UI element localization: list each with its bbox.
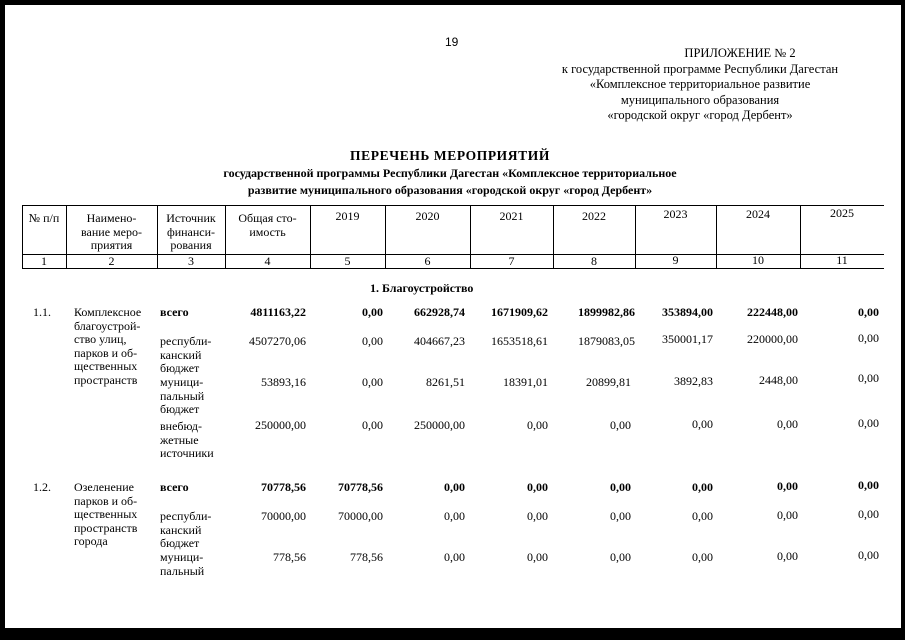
source-label	[160, 335, 226, 376]
value-total: 4811163,22	[250, 305, 306, 319]
value-2022: 0,00	[610, 550, 631, 564]
value-2024: 0,00	[777, 479, 798, 493]
value-2024: 0,00	[777, 508, 798, 522]
header-source	[157, 212, 225, 253]
value-2021: 1671909,62	[491, 305, 548, 319]
value-total: 53893,16	[261, 375, 306, 389]
source-label-line: жетные	[160, 432, 199, 447]
source-label-line: пальный	[160, 388, 205, 403]
header-total-line: Общая сто-	[238, 211, 297, 225]
source-label-line: канский	[160, 347, 202, 362]
source-label: всего	[160, 305, 189, 319]
value-2021: 1653518,61	[491, 334, 548, 348]
value-2019: 778,56	[350, 550, 383, 564]
value-2025: 0,00	[858, 331, 879, 345]
header-year: 2019	[335, 209, 360, 223]
value-2025: 0,00	[858, 371, 879, 385]
value-2022: 20899,81	[586, 375, 631, 389]
value-2023: 3892,83	[674, 374, 713, 388]
header-source-line: рования	[170, 238, 212, 252]
value-2019: 0,00	[362, 375, 383, 389]
source-label-line: муници-	[160, 550, 204, 564]
source-label-line: внебюд-	[160, 419, 202, 433]
col-number: 11	[836, 253, 848, 267]
header-year: 2021	[499, 209, 524, 223]
scan-border-top	[0, 0, 905, 5]
value-2021: 0,00	[527, 418, 548, 432]
appendix-line: «Комплексное территориальное развитие	[589, 77, 811, 91]
value-2021: 18391,01	[503, 375, 548, 389]
scan-border-right	[901, 0, 905, 640]
value-2021: 0,00	[527, 550, 548, 564]
appendix-line: муниципального образования	[620, 92, 780, 107]
col-number: 3	[188, 254, 194, 268]
value-2019: 0,00	[362, 305, 383, 319]
value-2022: 0,00	[610, 418, 631, 432]
value-2024: 0,00	[777, 549, 798, 563]
value-total: 4507270,06	[249, 334, 306, 348]
col-number: 6	[424, 254, 431, 268]
appendix-line: ПРИЛОЖЕНИЕ № 2	[684, 46, 796, 60]
item-name-line: города	[74, 534, 108, 548]
value-2024: 222448,00	[747, 305, 798, 319]
col-number: 10	[752, 253, 764, 267]
item-number: 1.2.	[33, 480, 51, 494]
appendix-block	[540, 46, 860, 124]
source-label-line: бюджет	[160, 402, 200, 416]
value-total: 250000,00	[255, 418, 306, 432]
header-year: 2023	[663, 207, 688, 221]
item-name-line: щественных	[74, 359, 138, 373]
item-name	[74, 481, 158, 549]
value-2022: 0,00	[610, 509, 631, 523]
header-year: 2020	[415, 209, 440, 223]
item-name-line: парков и об-	[74, 345, 138, 360]
col-number: 8	[591, 254, 597, 268]
title-main: ПЕРЕЧЕНЬ МЕРОПРИЯТИЙ	[350, 148, 550, 163]
col-number: 5	[344, 254, 351, 268]
value-2022: 0,00	[610, 480, 631, 494]
item-name-line: пространств	[74, 372, 138, 387]
document-title	[150, 148, 750, 198]
header-source-line: Источник	[166, 211, 216, 225]
item-name-line: парков и об-	[74, 493, 138, 508]
value-2023: 0,00	[692, 417, 713, 431]
source-label-line: муници-	[160, 375, 204, 389]
header-source-line: финанси-	[166, 224, 216, 239]
source-label-line: канский	[160, 522, 202, 537]
value-2022: 1879083,05	[578, 334, 635, 348]
item-name-line: Комплексное	[74, 305, 142, 319]
col-number: 2	[108, 254, 115, 268]
source-label-line: бюджет	[160, 361, 200, 375]
value-2021: 0,00	[527, 509, 548, 523]
value-2020: 0,00	[444, 550, 465, 564]
scan-border-bottom	[0, 628, 905, 640]
scan-border-left	[0, 0, 5, 640]
value-2019: 70000,00	[338, 509, 383, 523]
section-heading: 1. Благоустройство	[370, 281, 474, 295]
header-total	[225, 212, 310, 239]
appendix-line: «городской округ «город Дербент»	[607, 108, 793, 122]
value-2020: 0,00	[444, 509, 465, 523]
header-year: 2025	[830, 206, 854, 220]
title-line: развитие муниципального образования «городской округ «город Дербент»	[247, 183, 653, 197]
header-name-line: приятия	[90, 238, 133, 252]
value-2020: 404667,23	[414, 334, 465, 348]
value-2020: 662928,74	[414, 305, 465, 319]
col-number: 1	[41, 254, 47, 268]
header-total-line: имость	[249, 224, 286, 239]
source-label-line: республи-	[160, 509, 212, 523]
page-number: 19	[445, 35, 459, 49]
value-total: 70000,00	[261, 509, 306, 523]
source-label	[160, 510, 226, 551]
item-name	[74, 306, 158, 387]
value-2025: 0,00	[858, 305, 879, 319]
value-2025: 0,00	[858, 478, 879, 492]
item-name-line: Озеленение	[74, 480, 134, 494]
col-number: 9	[672, 253, 679, 267]
item-number: 1.1.	[33, 305, 51, 319]
item-name-line: пространств	[74, 520, 138, 535]
col-number: 4	[264, 254, 271, 268]
source-label	[160, 420, 226, 461]
header-num: № п/п	[28, 211, 60, 225]
item-name-line: ство улиц,	[74, 332, 127, 346]
item-name-line: щественных	[74, 507, 138, 521]
value-2024: 0,00	[777, 417, 798, 431]
col-number: 7	[508, 254, 515, 268]
value-2019: 70778,56	[338, 480, 383, 494]
value-2022: 1899982,86	[578, 305, 635, 319]
item-name-line: благоустрой-	[74, 318, 141, 333]
value-2021: 0,00	[527, 480, 548, 494]
source-label	[160, 551, 226, 578]
source-label	[160, 376, 226, 417]
table-border-top	[22, 205, 884, 206]
appendix-line: к государственной программе Республики Дагестан	[561, 61, 839, 76]
value-2025: 0,00	[858, 548, 879, 562]
value-2019: 0,00	[362, 418, 383, 432]
source-label-line: бюджет	[160, 536, 200, 550]
value-2020: 250000,00	[414, 418, 465, 432]
source-label-line: пальный	[160, 563, 205, 578]
value-2023: 350001,17	[662, 332, 713, 346]
value-2023: 0,00	[692, 550, 713, 564]
header-name-line: Наимено-	[86, 211, 137, 225]
header-name	[66, 212, 157, 253]
header-year: 2024	[746, 207, 770, 221]
source-label: всего	[160, 480, 189, 494]
value-2024: 220000,00	[747, 332, 798, 346]
value-2024: 2448,00	[759, 373, 798, 387]
value-2025: 0,00	[858, 507, 879, 521]
value-total: 778,56	[273, 550, 306, 564]
header-year: 2022	[582, 209, 606, 223]
value-2019: 0,00	[362, 334, 383, 348]
value-2023: 353894,00	[662, 305, 713, 319]
value-2025: 0,00	[858, 416, 879, 430]
value-2023: 0,00	[692, 480, 713, 494]
value-2020: 8261,51	[426, 375, 465, 389]
header-name-line: вание меро-	[81, 224, 142, 239]
title-line: государственной программы Республики Дагестан «Комплексное территориальное	[223, 166, 677, 180]
source-label-line: источники	[160, 446, 214, 460]
source-label-line: республи-	[160, 334, 212, 348]
value-2023: 0,00	[692, 509, 713, 523]
value-2020: 0,00	[444, 480, 465, 494]
value-total: 70778,56	[261, 480, 306, 494]
